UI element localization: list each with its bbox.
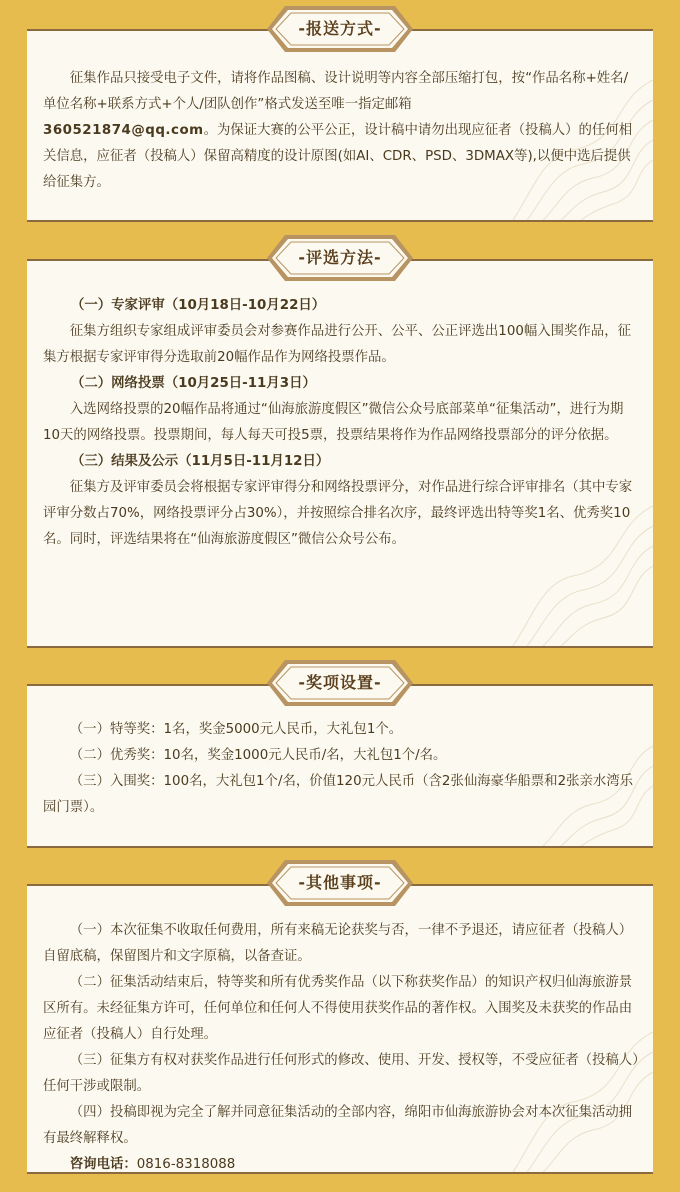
other-item-3: （三）征集方有权对获奖作品进行任何形式的修改、使用、开发、授权等，不受应征者（投稿人）任何干涉或限制。 — [43, 1053, 639, 1094]
section-title-badge-submission — [265, 4, 415, 54]
other-content — [43, 918, 639, 1174]
other-item-2: （二）征集活动结束后，特等奖和所有优秀奖作品（以下称获奖作品）的知识产权归仙海旅游景区所有。未经征集方许可，任何单位和任何人不得使用获奖作品的著作权。入围奖及未获奖的作品由应征者（投稿人）自行处理。 — [43, 975, 633, 1042]
submission-content — [43, 66, 639, 196]
section-other — [27, 884, 653, 1174]
section-title: -奖项设置- — [298, 673, 382, 692]
other-item-1: （一）本次征集不收取任何费用，所有来稿无论获奖与否，一律不予退还，请应征者（投稿人）自留底稿，保留图片和文字原稿，以备查证。 — [43, 923, 633, 964]
section-title-badge-other — [265, 858, 415, 908]
section-submission — [27, 29, 653, 222]
other-item-4: （四）投稿即视为完全了解并同意征集活动的全部内容，绵阳市仙海旅游协会对本次征集活动拥有最终解释权。 — [43, 1105, 633, 1146]
section-title-badge-selection — [265, 233, 415, 283]
awards-content — [43, 717, 639, 821]
submission-paragraph: 征集作品只接受电子文件，请将作品图稿、设计说明等内容全部压缩打包，按“作品名称+姓名/单位名称+联系方式+个人/团队创作”格式发送至唯一指定邮箱 360521874@qq.com。为保证大赛的公平公正，设计稿中请勿出现应征者（投稿人）的任何相关信息，应征者（投稿人）保留高精度的设计原图(如AI、CDR、PSD、3DMAX等),以便中选后提供给征集方。 — [43, 71, 633, 190]
online-vote-text: 入选网络投票的20幅作品将通过“仙海旅游度假区”微信公众号底部菜单“征集活动”，进行为期10天的网络投票。投票期间，每人每天可投5票，投票结果将作为作品网络投票部分的评分依据。 — [43, 402, 624, 443]
section-awards — [27, 684, 653, 848]
email-address[interactable]: 360521874@qq.com — [43, 123, 204, 138]
section-title: -报送方式- — [298, 19, 382, 38]
award-grand-prize: （一）特等奖：1名，奖金5000元人民币，大礼包1个。 — [69, 722, 403, 737]
section-title: -评选方法- — [298, 248, 382, 267]
section-title: -其他事项- — [298, 873, 382, 892]
contact-phone[interactable]: 0816-8318088 — [136, 1157, 236, 1172]
heading-results: （三）结果及公示（11月5日-11月12日） — [71, 454, 330, 469]
section-title-badge-awards — [265, 658, 415, 708]
section-selection — [27, 259, 653, 648]
heading-expert-review: （一）专家评审（10月18日-10月22日） — [71, 298, 326, 313]
selection-content — [43, 293, 639, 553]
contact-label: 咨询电话： — [69, 1157, 137, 1172]
results-text: 征集方及评审委员会将根据专家评审得分和网络投票评分，对作品进行综合评审排名（其中专家评审分数占70%，网络投票评分占30%），并按照综合排名次序，最终评选出特等奖1名、优秀奖10名。同时，评选结果将在“仙海旅游度假区”微信公众号公布。 — [43, 480, 633, 547]
heading-online-vote: （二）网络投票（10月25日-11月3日） — [71, 376, 316, 391]
award-excellence: （二）优秀奖：10名，奖金1000元人民币/名，大礼包1个/名。 — [69, 748, 447, 763]
award-finalist: （三）入围奖：100名，大礼包1个/名，价值120元人民币（含2张仙海豪华船票和2张亲水湾乐园门票）。 — [43, 774, 634, 815]
contact-line — [43, 1152, 639, 1174]
expert-review-text: 征集方组织专家组成评审委员会对参赛作品进行公开、公平、公正评选出100幅入围奖作品，征集方根据专家评审得分选取前20幅作品作为网络投票作品。 — [43, 324, 631, 365]
